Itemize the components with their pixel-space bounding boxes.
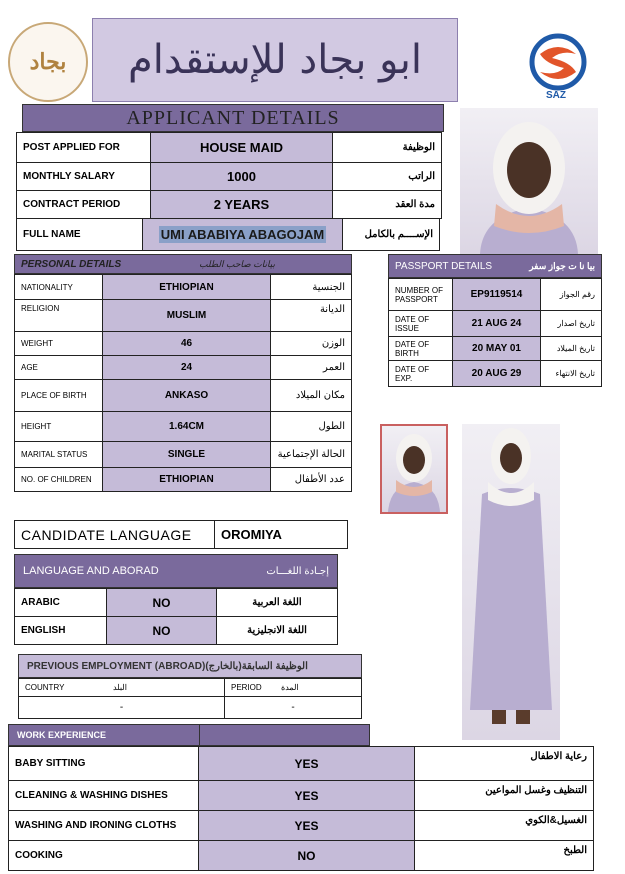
language-title: LANGUAGE AND ABORAD xyxy=(23,565,159,577)
personal-label-ar: الطول xyxy=(271,412,352,442)
language-label-ar: اللغة العربية xyxy=(217,589,338,617)
personal-label: PLACE OF BIRTH xyxy=(15,380,103,412)
job-label-ar: مدة العقد xyxy=(333,191,442,219)
employment-country-cell xyxy=(19,679,225,697)
language-value: NO xyxy=(107,617,217,645)
personal-label-ar: عدد الأطفال xyxy=(271,468,352,492)
table-row xyxy=(19,697,362,719)
job-label: POST APPLIED FOR xyxy=(17,133,151,163)
table-row xyxy=(17,163,442,191)
passport-label-ar: رقم الجواز xyxy=(541,279,602,311)
personal-label-ar: الوزن xyxy=(271,332,352,356)
table-row xyxy=(15,412,352,442)
full-body-photo xyxy=(462,424,560,740)
personal-label: NATIONALITY xyxy=(15,275,103,300)
left-logo xyxy=(8,22,88,102)
experience-label: COOKING xyxy=(9,841,199,871)
company-title: ابو بجاد للإستقدام xyxy=(127,37,423,83)
language-label-ar: اللغة الانجليزية xyxy=(217,617,338,645)
personal-label: NO. OF CHILDREN xyxy=(15,468,103,492)
personal-table xyxy=(14,274,352,492)
portrait-photo xyxy=(460,108,598,254)
job-label-ar: الراتب xyxy=(333,163,442,191)
language-label: ENGLISH xyxy=(15,617,107,645)
passport-label-ar: تاريخ الميلاد xyxy=(541,337,602,361)
experience-label: CLEANING & WASHING DISHES xyxy=(9,781,199,811)
personal-value: MUSLIM xyxy=(103,300,271,332)
right-logo-text: SAZ xyxy=(546,90,566,101)
table-row xyxy=(17,191,442,219)
table-row xyxy=(9,811,594,841)
country-value: - xyxy=(19,697,225,719)
country-label-ar: البلد xyxy=(113,683,127,692)
personal-label: MARITAL STATUS xyxy=(15,442,103,468)
left-logo-glyph: بجاد xyxy=(29,49,67,75)
passport-label: DATE OF ISSUE xyxy=(389,311,453,337)
personal-title: PERSONAL DETAILS xyxy=(21,258,122,270)
table-row xyxy=(15,380,352,412)
experience-label-ar: التنظيف وغسل المواعين xyxy=(415,781,594,811)
table-row xyxy=(19,679,362,697)
personal-value: 24 xyxy=(103,356,271,380)
full-name-label-ar: الإســــم بالكامل xyxy=(343,219,440,251)
passport-details-header xyxy=(388,254,602,278)
employment-title-ar: الوظيفة السابقة xyxy=(241,660,308,672)
portrait-icon xyxy=(460,108,598,254)
language-title-ar: إجـادة اللغـــات xyxy=(266,565,329,577)
experience-value: YES xyxy=(199,811,415,841)
section-title: APPLICANT DETAILS xyxy=(126,106,340,129)
table-row xyxy=(15,589,338,617)
applicant-details-banner xyxy=(22,104,444,132)
table-row xyxy=(389,361,602,387)
period-label: PERIOD xyxy=(231,683,262,692)
personal-value: 1.64CM xyxy=(103,412,271,442)
passport-value: 20 MAY 01 xyxy=(453,337,541,361)
experience-label: BABY SITTING xyxy=(9,747,199,781)
table-row xyxy=(15,300,352,332)
work-experience-table xyxy=(8,746,594,871)
experience-value: NO xyxy=(199,841,415,871)
employment-title: PREVIOUS EMPLOYMENT (ABROAD)(بالخارج) xyxy=(27,660,242,672)
passport-value: EP9119514 xyxy=(453,279,541,311)
employment-period-cell xyxy=(225,679,362,697)
job-value: HOUSE MAID xyxy=(151,133,333,163)
country-label: COUNTRY xyxy=(25,683,65,692)
personal-label-ar: مكان الميلاد xyxy=(271,380,352,412)
table-row xyxy=(389,337,602,361)
small-photo-icon xyxy=(382,426,446,512)
table-row xyxy=(15,275,352,300)
work-experience-title: WORK EXPERIENCE xyxy=(17,730,107,740)
full-name-value: UMI ABABIYA ABAGOJAM xyxy=(160,227,325,242)
job-table xyxy=(16,132,442,219)
table-row xyxy=(9,841,594,871)
candidate-language-label: CANDIDATE LANGUAGE xyxy=(15,521,215,549)
experience-label-ar: الطبخ xyxy=(415,841,594,871)
full-name-label: FULL NAME xyxy=(17,219,143,251)
table-row xyxy=(15,356,352,380)
table-row xyxy=(17,219,440,251)
work-experience-header xyxy=(8,724,370,746)
table-row xyxy=(389,279,602,311)
header-banner xyxy=(92,18,458,102)
personal-label-ar: العمر xyxy=(271,356,352,380)
personal-value: ETHIOPIAN xyxy=(103,275,271,300)
passport-label-ar: تاريخ اصدار xyxy=(541,311,602,337)
personal-value: ETHIOPIAN xyxy=(103,468,271,492)
job-label-ar: الوظيفة xyxy=(333,133,442,163)
personal-label: HEIGHT xyxy=(15,412,103,442)
small-photo xyxy=(380,424,448,514)
passport-label: NUMBER OF PASSPORT xyxy=(389,279,453,311)
full-name-table xyxy=(16,218,440,251)
personal-value: 46 xyxy=(103,332,271,356)
table-row xyxy=(17,133,442,163)
personal-label: RELIGION xyxy=(15,300,103,332)
table-row xyxy=(9,747,594,781)
passport-label: DATE OF EXP. xyxy=(389,361,453,387)
right-logo xyxy=(522,32,594,104)
period-value: - xyxy=(225,697,362,719)
passport-value: 20 AUG 29 xyxy=(453,361,541,387)
personal-label-ar: الجنسية xyxy=(271,275,352,300)
experience-label-ar: رعاية الاطفال xyxy=(415,747,594,781)
passport-table xyxy=(388,278,602,387)
employment-table xyxy=(18,678,362,719)
personal-value: ANKASO xyxy=(103,380,271,412)
candidate-language-table xyxy=(14,520,348,549)
passport-value: 21 AUG 24 xyxy=(453,311,541,337)
job-label: MONTHLY SALARY xyxy=(17,163,151,191)
full-name-cell xyxy=(143,219,343,251)
language-table xyxy=(14,588,338,645)
personal-label-ar: الديانة xyxy=(271,300,352,332)
table-row xyxy=(15,332,352,356)
personal-title-ar: بيانات صاحب الطلب xyxy=(199,258,275,269)
table-row xyxy=(15,442,352,468)
work-experience-divider xyxy=(199,725,200,745)
table-row xyxy=(15,617,338,645)
passport-label: DATE OF BIRTH xyxy=(389,337,453,361)
experience-label: WASHING AND IRONING CLOTHS xyxy=(9,811,199,841)
personal-label: AGE xyxy=(15,356,103,380)
table-row xyxy=(15,468,352,492)
personal-label-ar: الحالة الإجتماعية xyxy=(271,442,352,468)
personal-label: WEIGHT xyxy=(15,332,103,356)
passport-label-ar: تاريخ الانتهاء xyxy=(541,361,602,387)
experience-value: YES xyxy=(199,781,415,811)
employment-header xyxy=(18,654,362,678)
personal-details-header xyxy=(14,254,352,274)
job-value: 1000 xyxy=(151,163,333,191)
job-value: 2 YEARS xyxy=(151,191,333,219)
full-body-icon xyxy=(462,424,560,740)
passport-title: PASSPORT DETAILS xyxy=(395,260,493,272)
language-header xyxy=(14,554,338,588)
language-value: NO xyxy=(107,589,217,617)
period-label-ar: المدة xyxy=(281,683,299,692)
personal-value: SINGLE xyxy=(103,442,271,468)
candidate-language-value: OROMIYA xyxy=(215,521,348,549)
job-label: CONTRACT PERIOD xyxy=(17,191,151,219)
table-row xyxy=(389,311,602,337)
language-label: ARABIC xyxy=(15,589,107,617)
experience-value: YES xyxy=(199,747,415,781)
passport-title-ar: بيا نا ت جواز سفر xyxy=(529,260,595,271)
table-row xyxy=(15,521,348,549)
table-row xyxy=(9,781,594,811)
experience-label-ar: الغسيل&الكوي xyxy=(415,811,594,841)
